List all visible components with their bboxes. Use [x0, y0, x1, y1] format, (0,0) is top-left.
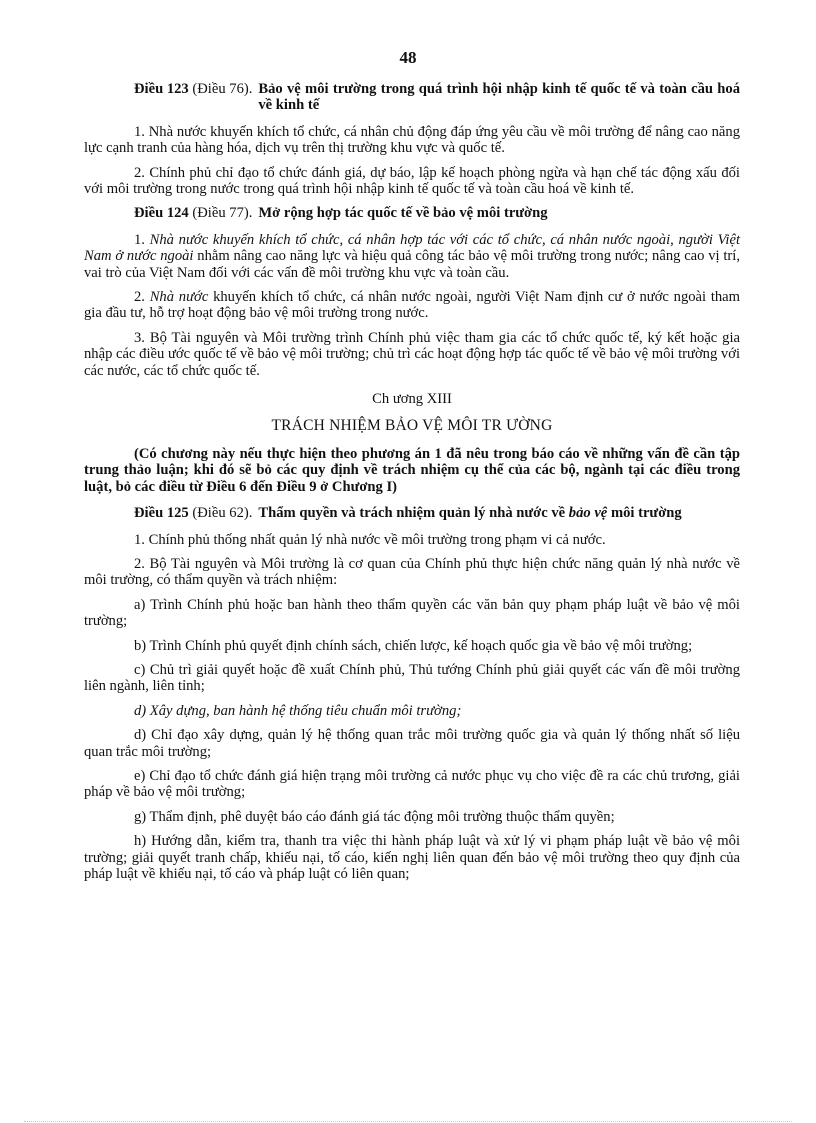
page-bottom-divider [24, 1121, 792, 1122]
article-125-item-d-italic: d) Xây dựng, ban hành hệ thống tiêu chuẩn môi trường; [134, 702, 462, 719]
article-125-ref: (Điều 62). [192, 505, 253, 522]
article-124-paragraph-2: 2. Nhà nước khuyến khích tổ chức, cá nhân nước ngoài, người Việt Nam định cư ở nước ngoài tham gia đầu tư, hỗ trợ hoạt động bảo vệ môi trường trong nước. [84, 289, 741, 322]
article-125-item-c: c) Chủ trì giải quyết hoặc đề xuất Chính phủ, Thủ tướng Chính phủ giải quyết các vấn đề môi trường liên ngành, liên tỉnh; [84, 661, 740, 695]
article-125-item-e: e) Chỉ đạo tổ chức đánh giá hiện trạng môi trường cả nước phục vụ cho việc đề ra các chủ trương, giải pháp về bảo vệ môi trường; [84, 768, 740, 801]
article-124-heading [84, 205, 740, 221]
article-124-ref: (Điều 77). [192, 205, 253, 222]
article-124-number: Điều 124 [134, 205, 189, 222]
article-124-title: Mở rộng hợp tác quốc tế về bảo vệ môi trường [258, 205, 548, 222]
chapter-note: (Có chương này nếu thực hiện theo phương án 1 đã nêu trong báo cáo về những vấn đề cần tập trung thảo luận; khi đó sẽ bỏ các quy định về trách nhiệm cụ thể của các bộ, ngành tại các điều trong luật, bỏ các điều từ Điều 6 đến Điều 9 ở Chương I) [84, 445, 740, 495]
chapter-label: Ch ương XIII [372, 391, 452, 408]
article-125-heading [84, 505, 740, 521]
article-125-title: Thẩm quyền và trách nhiệm quản lý nhà nước về bảo vệ môi trường [258, 505, 682, 522]
article-125-item-dd: d) Chỉ đạo xây dựng, quản lý hệ thống quan trắc môi trường quốc gia và quản lý thống nhất số liệu quan trắc môi trường; [84, 727, 740, 760]
page-number: 48 [399, 48, 417, 67]
article-125-paragraph-2: 2. Bộ Tài nguyên và Môi trường là cơ quan của Chính phủ thực hiện chức năng quản lý nhà nước về môi trường, có thẩm quyền và trách nhiệm: [84, 555, 740, 589]
article-125-paragraph-1: 1. Chính phủ thống nhất quản lý nhà nước về môi trường trong phạm vi cả nước. [134, 531, 606, 548]
article-123-title: Bảo vệ môi trường trong quá trình hội nhập kinh tế quốc tế và toàn cầu hoá về kinh tế [258, 81, 740, 114]
article-124-p1-italic: Nhà nước khuyến khích tổ chức, cá nhân hợp tác với các tổ chức, cá nhân nước ngoài, người Việt Nam ở nước ngoài [84, 231, 740, 265]
article-124-paragraph-3: 3. Bộ Tài nguyên và Môi trường trình Chính phủ việc tham gia các tổ chức quốc tế, ký kết hoặc gia nhập các điều ước quốc tế về bảo vệ môi trường; chủ trì các hoạt động hợp tác quốc tế về bảo vệ môi trường với các nước, các tổ chức quốc tế. [84, 329, 740, 379]
article-124-paragraph-1: 1. Nhà nước khuyến khích tổ chức, cá nhân hợp tác với các tổ chức, cá nhân nước ngoài, người Việt Nam ở nước ngoài nhằm nâng cao năng lực và hiệu quả công tác bảo vệ môi trường trong nước; nâng cao vị trí, vai trò của Việt Nam đối với các vấn đề môi trường khu vực và toàn cầu. [84, 231, 740, 281]
article-123-heading [84, 81, 740, 114]
article-125-item-h: h) Hướng dẫn, kiểm tra, thanh tra việc thi hành pháp luật và xử lý vi phạm pháp luật về bảo vệ môi trường; giải quyết tranh chấp, khiếu nại, tố cáo, kiến nghị liên quan đến bảo vệ môi trường theo quy định của pháp luật về khiếu nại, tố cáo và pháp luật có liên quan; [84, 833, 740, 883]
chapter-title: TRÁCH NHIỆM BẢO VỆ MÔI TR ƯỜNG [271, 416, 553, 434]
article-123-number: Điều 123 [134, 81, 189, 97]
article-123-paragraph-2: 2. Chính phủ chỉ đạo tổ chức đánh giá, dự báo, lập kế hoạch phòng ngừa và hạn chế tác động xấu đối với môi trường trong nước trong quá trình hội nhập kinh tế quốc tế và toàn cầu hoá về kinh tế. [84, 164, 740, 198]
article-125-item-a: a) Trình Chính phủ hoặc ban hành theo thẩm quyền các văn bản quy phạm pháp luật về bảo vệ môi trường; [84, 596, 740, 630]
article-123-ref: (Điều 76). [192, 81, 253, 97]
article-125-item-g: g) Thẩm định, phê duyệt báo cáo đánh giá tác động môi trường thuộc thẩm quyền; [134, 808, 615, 825]
document-body [84, 81, 740, 890]
article-123-paragraph-1: 1. Nhà nước khuyến khích tổ chức, cá nhân chủ động đáp ứng yêu cầu về môi trường để nâng cao năng lực cạnh tranh của hàng hóa, dịch vụ trên thị trường khu vực và quốc tế. [84, 123, 740, 157]
article-125-item-b: b) Trình Chính phủ quyết định chính sách, chiến lược, kế hoạch quốc gia về bảo vệ môi trường; [134, 637, 693, 654]
article-124-p2-italic: Nhà nước [149, 289, 209, 306]
article-125-number: Điều 125 [134, 505, 189, 522]
